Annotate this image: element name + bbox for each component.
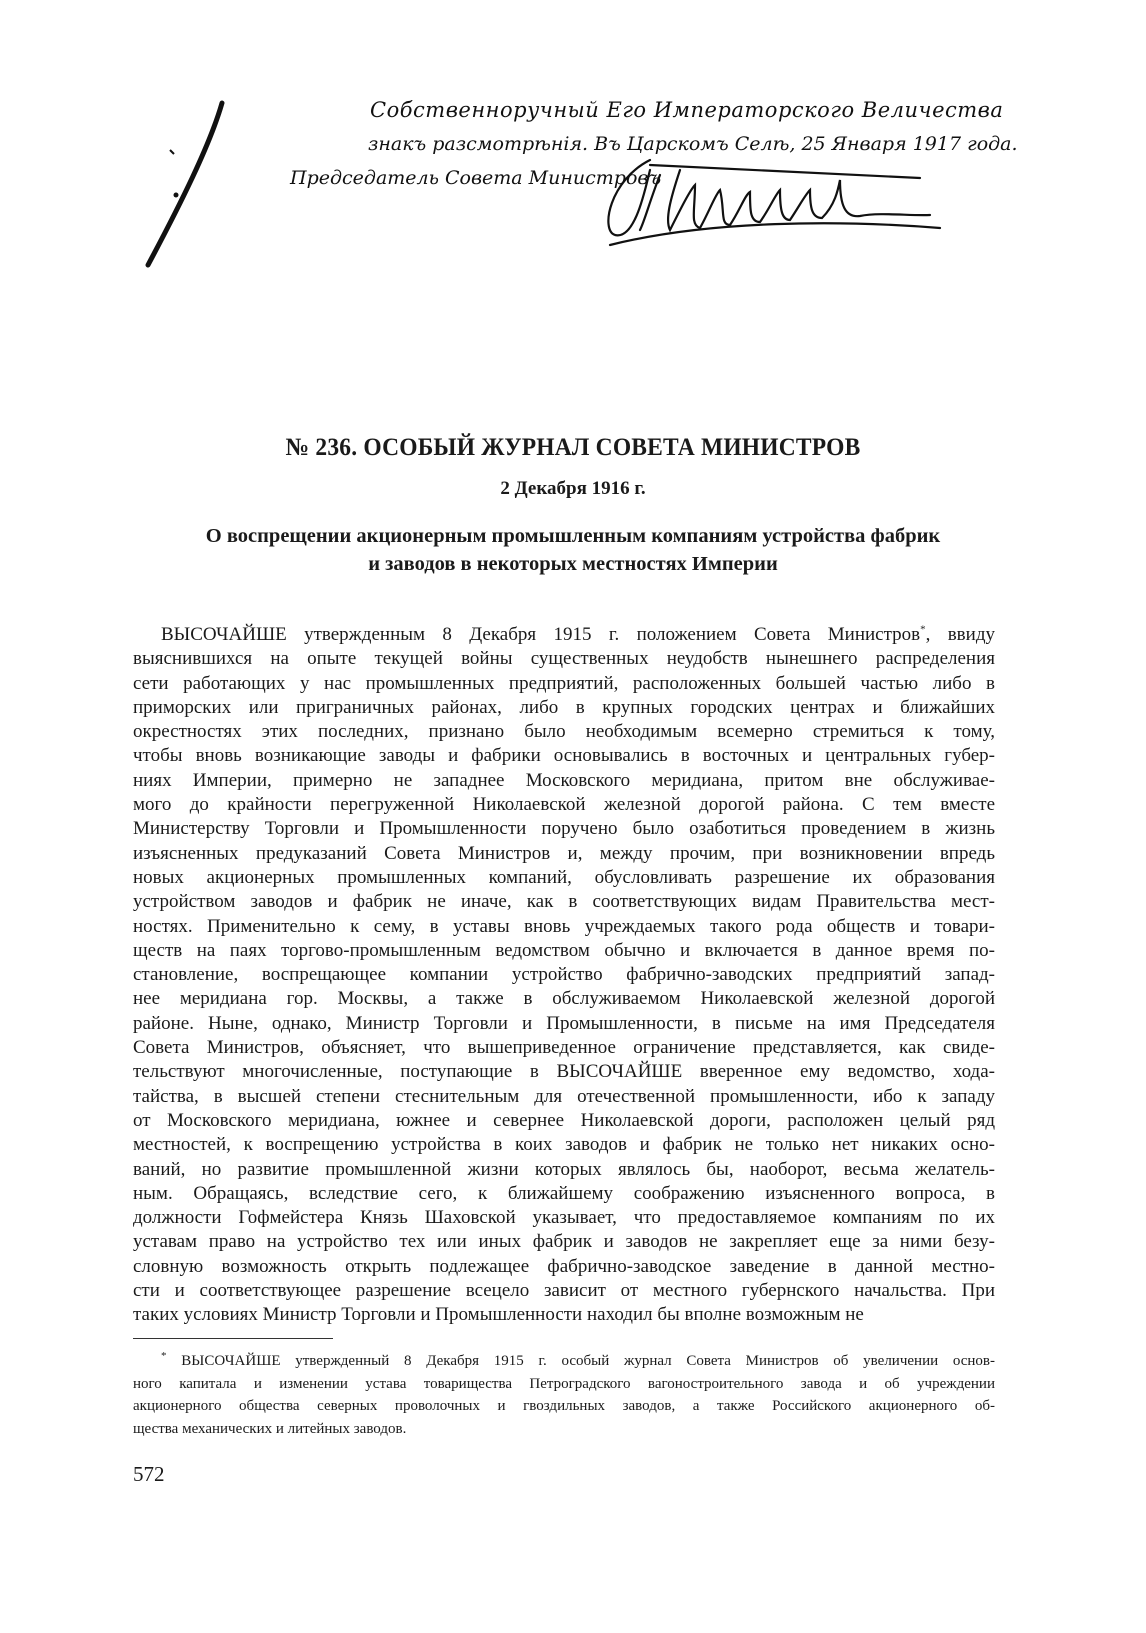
footnote-line — [133, 1350, 995, 1373]
body-line: должности Гофмейстера Князь Шаховской указывает, что предоставляемое компаниям по их — [133, 1207, 995, 1229]
body-line: становление, воспрещающее компании устройство фабрично-заводских предприятий запад- — [133, 964, 995, 986]
body-line: изъясненных предуказаний Совета Министров и, между прочим, при возникновении впредь — [133, 842, 995, 864]
footnote-line-text: ВЫСОЧАЙШЕ утвержденный 8 Декабря 1915 г. особый журнал Совета Министров об увеличении основ- — [166, 1353, 995, 1369]
page-number: 572 — [133, 1462, 165, 1486]
footnote-line: акционерного общества северных проволочных и гвоздильных заводов, а также Российского акционерного об- — [133, 1398, 995, 1414]
body-line: Совета Министров, объясняет, что вышеприведенное ограничение представляется, как свиде- — [133, 1037, 995, 1059]
body-line: от Московского меридиана, южнее и севернее Николаевской дороги, расположен целый ряд — [133, 1109, 995, 1131]
signature — [590, 150, 950, 250]
body-line: выяснившихся на опыте текущей войны существенных неудобств нынешнего распределения — [133, 648, 995, 670]
subtitle-line-2: и заводов в некоторых местностях Империи — [368, 553, 778, 575]
document-date: 2 Декабря 1916 г. — [500, 478, 646, 499]
body-line: Министерству Торговли и Промышленности поручено было озаботиться проведением в жизнь — [133, 818, 995, 840]
resolution-line-3: Председатель Совета Министровъ — [290, 167, 662, 189]
resolution-line-1: Собственноручный Его Императорского Величества — [370, 98, 1004, 122]
body-line: районе. Ныне, однако, Министр Торговли и Промышленности, в письме на имя Председателя — [133, 1012, 995, 1034]
document-title: № 236. ОСОБЫЙ ЖУРНАЛ СОВЕТА МИНИСТРОВ — [285, 434, 861, 461]
body-line: новых акционерных промышленных компаний, обусловливать разрешение их образования — [133, 866, 995, 888]
body-line: уставам право на устройство тех или иных фабрик и заводов не закрепляет еще за ними безу- — [133, 1231, 995, 1253]
body-line: мого до крайности перегруженной Николаевской железной дорогой района. С тем вместе — [133, 794, 995, 816]
footnote — [133, 1350, 995, 1440]
document-subtitle — [0, 522, 1146, 578]
body-line-text-end: , ввиду — [925, 624, 995, 645]
footnote-ref: * — [920, 623, 926, 636]
body-line: местностей, к воспрещению устройства в коих заводов и фабрик не только нет никаких осно- — [133, 1134, 995, 1156]
body-line: ниях Империи, примерно не западнее Московского меридиана, притом вне обслуживае- — [133, 769, 995, 791]
body-line-text: ВЫСОЧАЙШЕ утвержденным 8 Декабря 1915 г. положением Совета Министров — [161, 624, 921, 645]
body-line: ным. Обращаясь, вследствие сего, к ближайшему соображению изъясненного вопроса, в — [133, 1182, 995, 1204]
body-line: приморских или приграничных районах, либо в крупных городских центрах и ближайших — [133, 696, 995, 718]
handwritten-approval-mark — [140, 95, 240, 270]
subtitle-line-1: О воспрещении акционерным промышленным компаниям устройства фабрик — [205, 525, 941, 547]
body-line: устройством заводов и фабрик не иначе, как в соответствующих видам Правительства мест- — [133, 891, 995, 913]
footnote-divider — [133, 1338, 333, 1339]
body-line: ществ на паях торгово-промышленным ведомством обычно и включается в данное время по- — [133, 939, 995, 961]
body-line: чтобы вновь возникающие заводы и фабрики основывались в восточных и центральных губер- — [133, 745, 995, 767]
footnote-line: ного капитала и изменении устава товарищества Петроградского вагоностроительного завода и об учреждении — [133, 1375, 995, 1392]
body-line — [133, 623, 995, 647]
body-line: сти и соответствующее разрешение всецело зависит от местного губернского начальства. При — [133, 1280, 995, 1302]
resolution-line-2: знакъ разсмотрѣнія. Въ Царскомъ Селѣ, 25 Января 1917 года. — [368, 133, 1018, 155]
body-line: словную возможность открыть подлежащее фабрично-заводское заведение в данной местно- — [133, 1255, 995, 1277]
body-line: сети работающих у нас промышленных предприятий, расположенных большей частью либо в — [133, 672, 995, 694]
body-line: тельствуют многочисленные, поступающие в ВЫСОЧАЙШЕ вверенное ему ведомство, хода- — [133, 1061, 995, 1083]
body-line: ностях. Применительно к сему, в уставы вновь учреждаемых такого рода обществ и товари- — [133, 915, 995, 937]
body-text — [133, 623, 995, 1328]
footnote-line: щества механических и литейных заводов. — [133, 1420, 407, 1437]
body-line: окрестностях этих последних, признано было необходимым всемерно стремиться к тому, — [133, 721, 995, 743]
body-line: таких условиях Министр Торговли и Промышленности находил бы вполне возможным не — [133, 1304, 864, 1326]
footnote-mark: * — [161, 1350, 167, 1362]
body-line: ваний, но развитие промышленной жизни которых являлось бы, наоборот, весьма желатель- — [133, 1158, 995, 1180]
body-line: нее меридиана гор. Москвы, а также в обслуживаемом Николаевской железной дорогой — [133, 988, 995, 1010]
body-line: тайства, в высшей степени стеснительным для отечественной промышленности, ибо к западу — [133, 1085, 995, 1107]
